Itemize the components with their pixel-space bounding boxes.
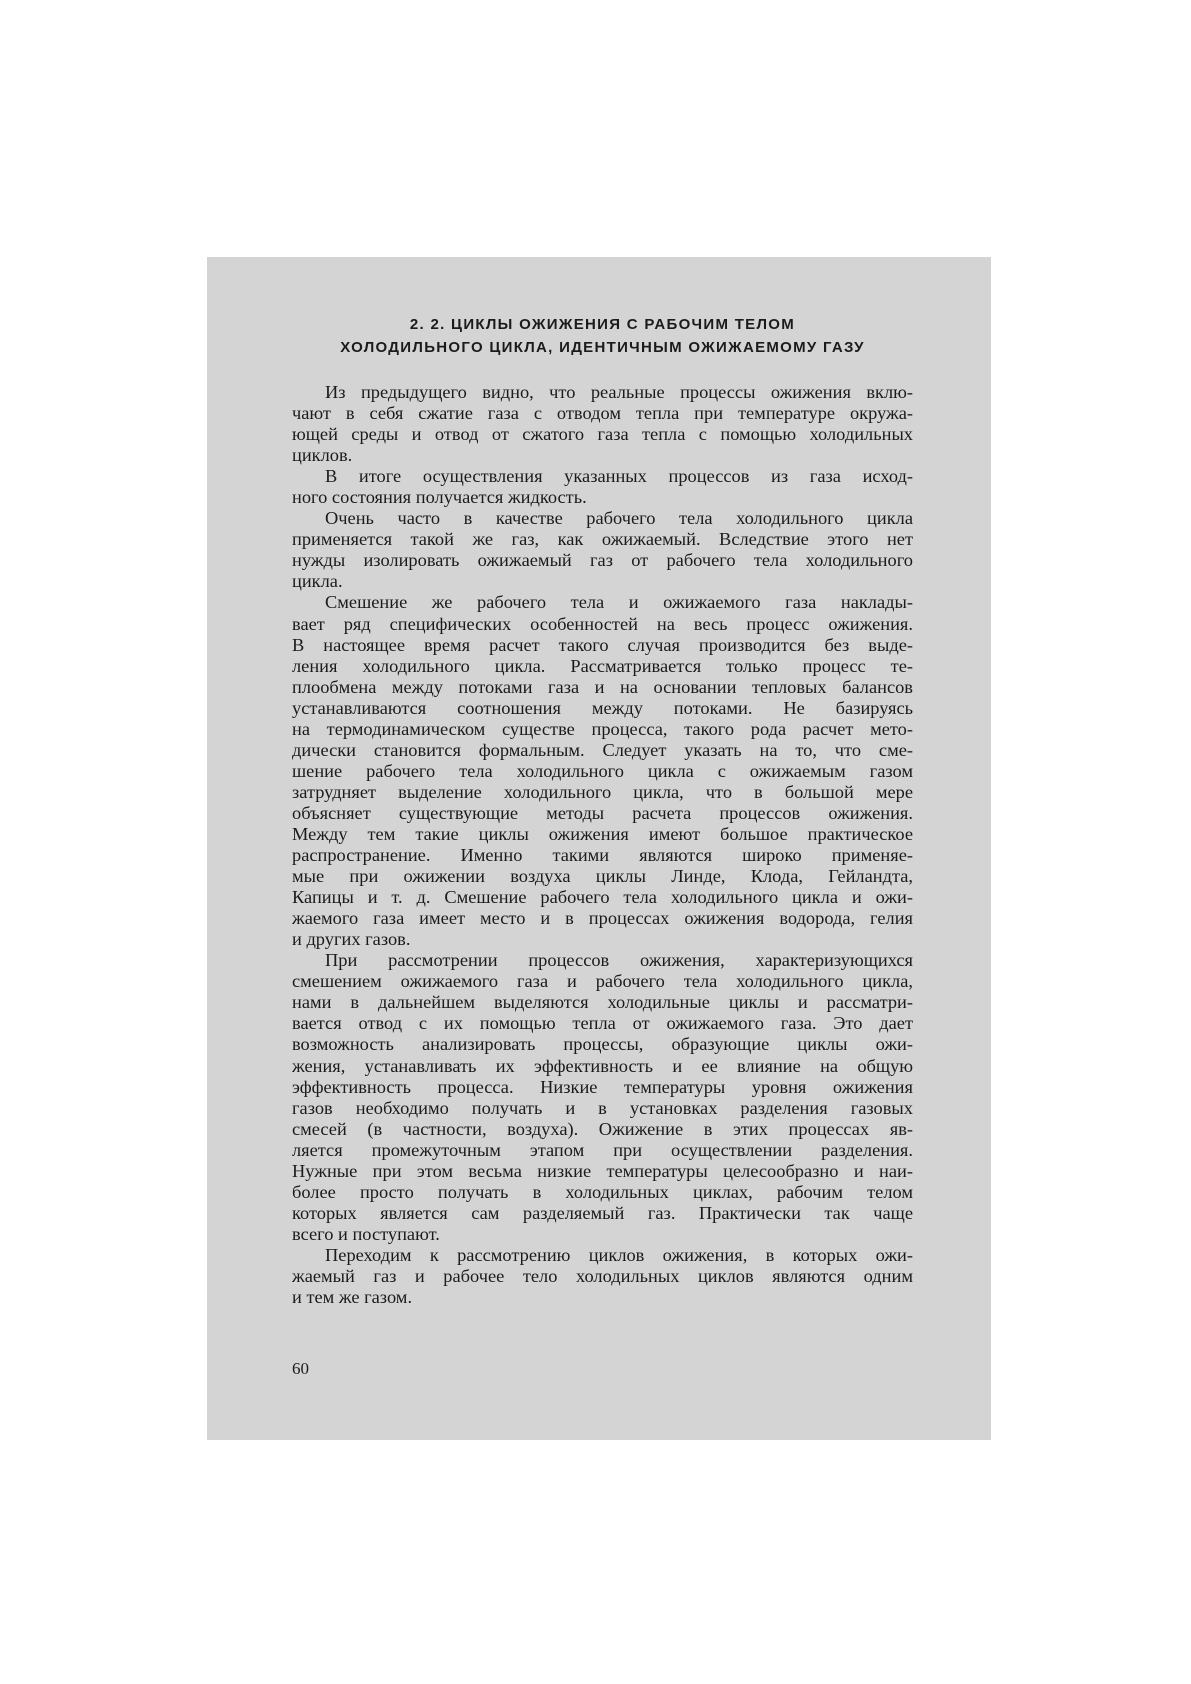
text-line: более просто получать в холодильных циклах, рабочим телом <box>292 1181 913 1202</box>
text-line: ющей среды и отвод от сжатого газа тепла с помощью холодильных <box>292 424 913 445</box>
text-line: всего и поступают. <box>292 1223 440 1244</box>
text-line: которых является сам разделяемый газ. Практически так чаще <box>292 1202 913 1223</box>
text-line: устанавливаются соотношения между потоками. Не базируясь <box>292 697 913 718</box>
text-line: Между тем такие циклы ожижения имеют большое практическое <box>292 823 913 844</box>
text-line: циклов. <box>292 445 353 466</box>
heading-line-1: 2. 2. ЦИКЛЫ ОЖИЖЕНИЯ С РАБОЧИМ ТЕЛОМ <box>409 316 796 333</box>
text-line: дически становится формальным. Следует указать на то, что сме- <box>292 739 913 760</box>
text-line: жения, устанавливать их эффективность и ее влияние на общую <box>292 1055 913 1076</box>
text-line: и тем же газом. <box>292 1287 413 1308</box>
text-line: ляется промежуточным этапом при осуществлении разделения. <box>292 1139 913 1160</box>
section-heading <box>292 313 913 359</box>
text-line: жаемого газа имеет место и в процессах ожижения водорода, гелия <box>292 908 913 929</box>
body-text <box>292 382 913 1308</box>
heading-line-2: ХОЛОДИЛЬНОГО ЦИКЛА, ИДЕНТИЧНЫМ ОЖИЖАЕМОМУ ГАЗУ <box>340 339 865 356</box>
text-line: плообмена между потоками газа и на основании тепловых балансов <box>292 676 913 697</box>
text-line: на термодинамическом существе процесса, такого рода расчет мето- <box>292 718 913 739</box>
text-line: вается отвод с их помощью тепла от ожижаемого газа. Это дает <box>292 1013 913 1034</box>
text-line: смесей (в частности, воздуха). Ожижение в этих процессах яв- <box>292 1118 913 1139</box>
text-line: газов необходимо получать и в установках разделения газовых <box>292 1097 913 1118</box>
text-line: чают в себя сжатие газа с отводом тепла при температуре окружа- <box>292 403 913 424</box>
text-line: эффективность процесса. Низкие температуры уровня ожижения <box>292 1076 913 1097</box>
text-line: ления холодильного цикла. Рассматривается только процесс те- <box>292 655 913 676</box>
text-line: мые при ожижении воздуха циклы Линде, Клода, Гейландта, <box>292 866 913 887</box>
text-line: нужды изолировать ожижаемый газ от рабочего тела холодильного <box>292 550 913 571</box>
text-line: В настоящее время расчет такого случая производится без выде- <box>292 634 913 655</box>
page-number: 60 <box>292 1359 309 1378</box>
text-line: применяется такой же газ, как ожижаемый. Вследствие этого нет <box>292 529 913 550</box>
text-line: Переходим к рассмотрению циклов ожижения, в которых ожи- <box>325 1244 913 1265</box>
text-line: и других газов. <box>292 929 411 950</box>
scanned-page <box>207 257 991 1440</box>
text-line: Очень часто в качестве рабочего тела холодильного цикла <box>325 508 913 529</box>
text-line: возможность анализировать процессы, образующие циклы ожи- <box>292 1034 913 1055</box>
text-line: цикла. <box>292 571 343 592</box>
text-line: Смешение же рабочего тела и ожижаемого газа наклады- <box>325 592 913 613</box>
text-line: ного состояния получается жидкость. <box>292 487 587 508</box>
text-line: Капицы и т. д. Смешение рабочего тела холодильного цикла и ожи- <box>292 887 913 908</box>
text-line: объясняет существующие методы расчета процессов ожижения. <box>292 802 913 823</box>
text-line: В итоге осуществления указанных процессов из газа исход- <box>325 466 913 487</box>
text-line: жаемый газ и рабочее тело холодильных циклов являются одним <box>292 1265 913 1286</box>
text-line: нами в дальнейшем выделяются холодильные циклы и рассматри- <box>292 992 913 1013</box>
text-line: распространение. Именно такими являются широко применяе- <box>292 845 913 866</box>
text-line: вает ряд специфических особенностей на весь процесс ожижения. <box>292 613 913 634</box>
text-line: смешением ожижаемого газа и рабочего тела холодильного цикла, <box>292 971 913 992</box>
text-line: затрудняет выделение холодильного цикла, что в большой мере <box>292 781 913 802</box>
text-line: Из предыдущего видно, что реальные процессы ожижения вклю- <box>325 382 913 402</box>
text-line: Нужные при этом весьма низкие температуры целесообразно и наи- <box>292 1160 913 1181</box>
text-line: При рассмотрении процессов ожижения, характеризующихся <box>325 950 913 971</box>
text-line: шение рабочего тела холодильного цикла с ожижаемым газом <box>292 760 913 781</box>
